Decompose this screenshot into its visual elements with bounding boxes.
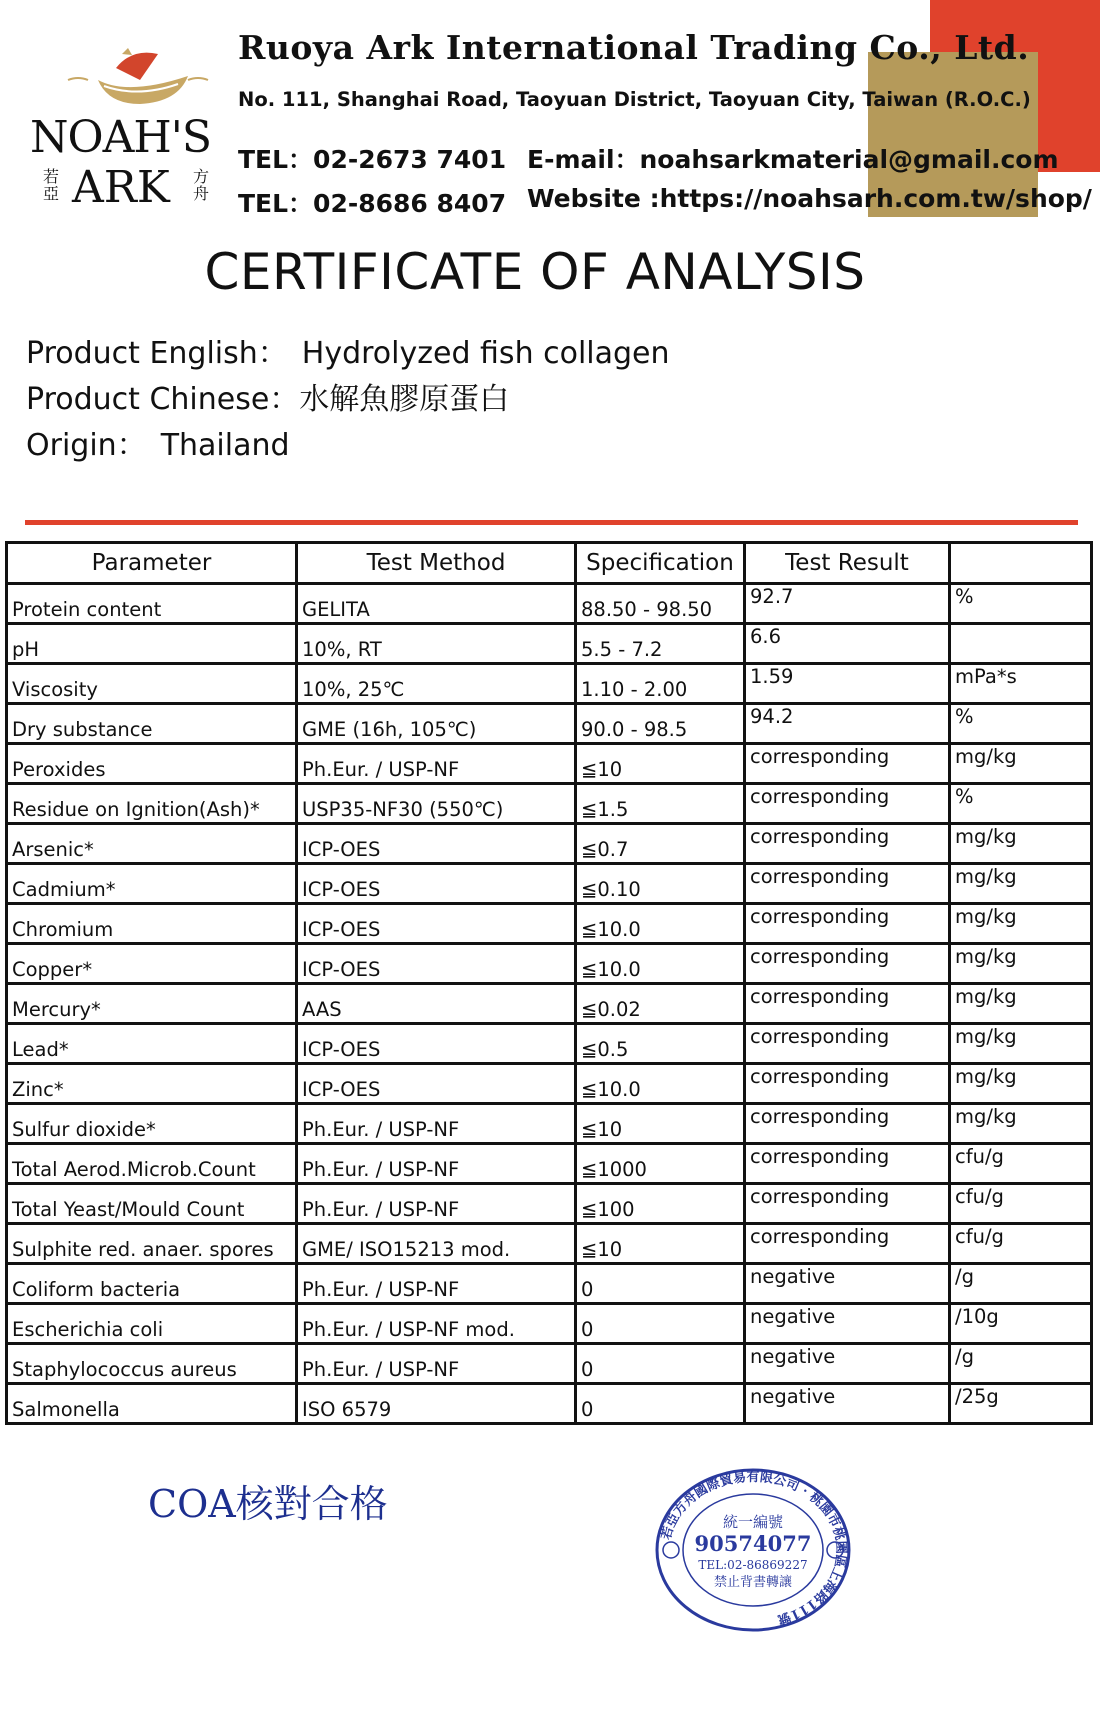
sailboat-logo-icon <box>28 40 228 120</box>
cell-parameter <box>7 1264 297 1304</box>
cell-test-result <box>745 704 950 744</box>
cell-parameter <box>7 904 297 944</box>
cell-test-result-text: corresponding <box>750 1105 890 1128</box>
table-row <box>7 904 1092 944</box>
cell-test-method <box>297 784 576 824</box>
cell-test-result <box>745 1344 950 1384</box>
phone-number-1: TEL：02-2673 7401 <box>238 145 507 174</box>
cell-test-result-text: corresponding <box>750 1185 890 1208</box>
cell-parameter <box>7 944 297 984</box>
table-row <box>7 944 1092 984</box>
product-english-line <box>26 328 670 372</box>
cell-test-method-text: ICP-OES <box>302 838 381 861</box>
cell-specification-text: 0 <box>581 1278 594 1301</box>
cell-specification <box>576 744 745 784</box>
table-row <box>7 1344 1092 1384</box>
cell-parameter-text: Zinc* <box>12 1078 64 1101</box>
cell-test-result-text: corresponding <box>750 825 890 848</box>
cell-specification <box>576 824 745 864</box>
cell-parameter <box>7 1384 297 1424</box>
cell-test-method <box>297 1104 576 1144</box>
logo-cjk-left: 若亞 <box>42 167 59 203</box>
cell-specification <box>576 1304 745 1344</box>
cell-parameter-text: Salmonella <box>12 1398 120 1421</box>
cell-test-method-text: ISO 6579 <box>302 1398 392 1421</box>
cell-test-result-text: corresponding <box>750 865 890 888</box>
svg-text:統一編號: 統一編號 <box>722 1513 784 1531</box>
company-logo <box>28 40 228 215</box>
cell-specification-text: ≦10 <box>581 1118 623 1141</box>
cell-test-method-text: AAS <box>302 998 342 1021</box>
cell-test-method-text: ICP-OES <box>302 1038 381 1061</box>
cell-specification-text: ≦10 <box>581 758 623 781</box>
cell-specification <box>576 624 745 664</box>
cell-specification <box>576 1144 745 1184</box>
cell-test-result-text: 94.2 <box>750 705 794 728</box>
cell-test-method <box>297 864 576 904</box>
cell-unit <box>950 944 1092 984</box>
cell-test-method-text: ICP-OES <box>302 878 381 901</box>
cell-test-method-text: Ph.Eur. / USP-NF <box>302 1118 460 1141</box>
product-english-label: Product English： <box>26 336 288 371</box>
cell-test-result-text: corresponding <box>750 1025 890 1048</box>
cell-test-result <box>745 664 950 704</box>
cell-test-result <box>745 1304 950 1344</box>
cell-specification-text: ≦10.0 <box>581 958 641 981</box>
cell-specification-text: 1.10 - 2.00 <box>581 678 688 701</box>
column-header-unit <box>950 543 1092 584</box>
cell-unit <box>950 1384 1092 1424</box>
cell-test-method-text: Ph.Eur. / USP-NF mod. <box>302 1318 515 1341</box>
column-header-test-method: Test Method <box>297 543 576 584</box>
table-row <box>7 1304 1092 1344</box>
cell-test-result <box>745 904 950 944</box>
cell-test-method <box>297 1384 576 1424</box>
cell-test-method <box>297 584 576 624</box>
cell-unit-text: mg/kg <box>955 825 1017 848</box>
cell-unit-text: mg/kg <box>955 985 1017 1008</box>
cell-test-result <box>745 1264 950 1304</box>
cell-specification <box>576 1264 745 1304</box>
product-chinese-label: Product Chinese： <box>26 382 300 417</box>
cell-test-method <box>297 624 576 664</box>
cell-parameter <box>7 744 297 784</box>
cell-parameter-text: Protein content <box>12 598 162 621</box>
cell-specification-text: ≦0.7 <box>581 838 629 861</box>
cell-parameter-text: Sulphite red. anaer. spores <box>12 1238 274 1261</box>
cell-parameter <box>7 664 297 704</box>
cell-test-result <box>745 1184 950 1224</box>
cell-specification-text: ≦1000 <box>581 1158 647 1181</box>
cell-unit-text: mg/kg <box>955 1065 1017 1088</box>
cell-unit <box>950 664 1092 704</box>
cell-test-method-text: 10%, 25℃ <box>302 678 405 701</box>
logo-noahs-text: NOAH'S <box>30 112 211 163</box>
cell-test-result-text: corresponding <box>750 1065 890 1088</box>
cell-specification-text: 88.50 - 98.50 <box>581 598 713 621</box>
table-row <box>7 744 1092 784</box>
table-row <box>7 1264 1092 1304</box>
cell-unit-text: mg/kg <box>955 945 1017 968</box>
product-chinese-line <box>26 374 509 418</box>
cell-specification-text: 90.0 - 98.5 <box>581 718 688 741</box>
cell-test-result <box>745 784 950 824</box>
column-header-test-result: Test Result <box>745 543 950 584</box>
cell-test-method <box>297 1344 576 1384</box>
cell-test-result <box>745 984 950 1024</box>
table-row <box>7 1064 1092 1104</box>
cell-specification-text: ≦0.10 <box>581 878 641 901</box>
cell-specification <box>576 1024 745 1064</box>
cell-test-method-text: Ph.Eur. / USP-NF <box>302 1198 460 1221</box>
cell-test-method-text: ICP-OES <box>302 1078 381 1101</box>
cell-unit <box>950 1184 1092 1224</box>
cell-test-result <box>745 864 950 904</box>
cell-test-method-text: Ph.Eur. / USP-NF <box>302 1278 460 1301</box>
svg-text:若亞方舟國際貿易有限公司 · 桃園市桃園區上海路111號: 若亞方舟國際貿易有限公司 · 桃園市桃園區上海路111號 <box>658 1469 849 1627</box>
company-address: No. 111, Shanghai Road, Taoyuan District, Taoyuan City, Taiwan (R.O.C.) <box>238 88 1031 111</box>
cell-unit-text: mg/kg <box>955 905 1017 928</box>
cell-test-result <box>745 1384 950 1424</box>
cell-test-method-text: ICP-OES <box>302 918 381 941</box>
cell-test-result-text: corresponding <box>750 785 890 808</box>
cell-specification-text: 0 <box>581 1318 594 1341</box>
cell-specification <box>576 1104 745 1144</box>
cell-specification-text: ≦0.02 <box>581 998 641 1021</box>
cell-unit-text: cfu/g <box>955 1225 1004 1248</box>
cell-unit-text: /g <box>955 1345 974 1368</box>
cell-test-method <box>297 1064 576 1104</box>
cell-unit <box>950 904 1092 944</box>
cell-parameter <box>7 1344 297 1384</box>
cell-test-result-text: corresponding <box>750 985 890 1008</box>
cell-parameter-text: Escherichia coli <box>12 1318 164 1341</box>
cell-test-result <box>745 944 950 984</box>
cell-unit-text: /25g <box>955 1385 999 1408</box>
cell-test-method-text: ICP-OES <box>302 958 381 981</box>
cell-test-method <box>297 704 576 744</box>
cell-test-result-text: 1.59 <box>750 665 794 688</box>
cell-parameter-text: Total Aerod.Microb.Count <box>12 1158 256 1181</box>
cell-unit <box>950 1024 1092 1064</box>
table-header-row <box>7 543 1092 584</box>
cell-test-result-text: corresponding <box>750 905 890 928</box>
cell-parameter <box>7 784 297 824</box>
product-chinese-value: 水解魚膠原蛋白 <box>299 382 510 417</box>
table-row <box>7 1144 1092 1184</box>
cell-unit-text: mg/kg <box>955 1105 1017 1128</box>
cell-test-method <box>297 1264 576 1304</box>
website-url: Website :https://noahsarh.com.tw/shop/ <box>527 184 1092 213</box>
cell-parameter <box>7 584 297 624</box>
cell-parameter <box>7 1104 297 1144</box>
cell-test-method <box>297 664 576 704</box>
cell-specification <box>576 944 745 984</box>
cell-test-result <box>745 624 950 664</box>
cell-unit <box>950 744 1092 784</box>
cell-unit <box>950 1104 1092 1144</box>
cell-test-method <box>297 744 576 784</box>
table-row <box>7 584 1092 624</box>
cell-specification-text: ≦100 <box>581 1198 635 1221</box>
cell-test-result <box>745 1024 950 1064</box>
cell-parameter-text: Peroxides <box>12 758 106 781</box>
logo-cjk-right: 方舟 <box>192 167 209 203</box>
cell-unit <box>950 1344 1092 1384</box>
cell-unit <box>950 1304 1092 1344</box>
cell-specification <box>576 864 745 904</box>
cell-unit-text: mPa*s <box>955 665 1017 688</box>
cell-test-method <box>297 944 576 984</box>
cell-parameter-text: Lead* <box>12 1038 69 1061</box>
cell-test-result <box>745 1104 950 1144</box>
cell-parameter-text: Dry substance <box>12 718 153 741</box>
cell-test-method-text: GME/ ISO15213 mod. <box>302 1238 511 1261</box>
cell-parameter <box>7 1064 297 1104</box>
table-row <box>7 1224 1092 1264</box>
cell-parameter <box>7 864 297 904</box>
cell-test-method <box>297 1304 576 1344</box>
table-body <box>7 584 1092 1424</box>
cell-test-result <box>745 584 950 624</box>
cell-test-method <box>297 1144 576 1184</box>
cell-specification <box>576 1064 745 1104</box>
cell-unit <box>950 864 1092 904</box>
column-header-specification: Specification <box>576 543 745 584</box>
cell-specification <box>576 1224 745 1264</box>
cell-specification <box>576 1184 745 1224</box>
cell-unit <box>950 784 1092 824</box>
cell-test-method-text: 10%, RT <box>302 638 382 661</box>
cell-specification <box>576 1384 745 1424</box>
cell-parameter-text: Copper* <box>12 958 93 981</box>
document-title: CERTIFICATE OF ANALYSIS <box>204 243 866 301</box>
cell-specification <box>576 704 745 744</box>
table-row <box>7 1184 1092 1224</box>
cell-parameter-text: pH <box>12 638 40 661</box>
company-name: Ruoya Ark International Trading Co., Ltd. <box>238 28 1030 67</box>
cell-parameter <box>7 1224 297 1264</box>
cell-unit <box>950 1264 1092 1304</box>
cell-test-method-text: GME (16h, 105℃) <box>302 718 477 741</box>
cell-specification-text: ≦1.5 <box>581 798 629 821</box>
cell-test-result <box>745 824 950 864</box>
table-row <box>7 984 1092 1024</box>
cell-test-result-text: corresponding <box>750 1225 890 1248</box>
cell-specification-text: ≦0.5 <box>581 1038 629 1061</box>
cell-specification <box>576 1344 745 1384</box>
cell-specification <box>576 784 745 824</box>
cell-parameter-text: Sulfur dioxide* <box>12 1118 156 1141</box>
cell-specification-text: ≦10 <box>581 1238 623 1261</box>
cell-test-method-text: Ph.Eur. / USP-NF <box>302 758 460 781</box>
logo-ark-text: ARK <box>72 162 170 213</box>
cell-parameter-text: Chromium <box>12 918 114 941</box>
table-row <box>7 824 1092 864</box>
cell-unit-text: mg/kg <box>955 865 1017 888</box>
cell-test-result-text: 6.6 <box>750 625 782 648</box>
cell-test-method <box>297 1024 576 1064</box>
product-english-value: Hydrolyzed fish collagen <box>301 336 670 371</box>
cell-unit-text: cfu/g <box>955 1145 1004 1168</box>
cell-unit-text: % <box>955 585 974 608</box>
table-row <box>7 784 1092 824</box>
cell-test-method-text: Ph.Eur. / USP-NF <box>302 1158 460 1181</box>
svg-text:禁止背書轉讓: 禁止背書轉讓 <box>713 1575 793 1590</box>
table-row <box>7 1104 1092 1144</box>
column-header-parameter: Parameter <box>7 543 297 584</box>
company-seal-stamp-icon <box>653 1465 853 1635</box>
cell-test-result-text: negative <box>750 1345 836 1368</box>
section-divider <box>25 520 1078 525</box>
cell-unit <box>950 704 1092 744</box>
cell-unit <box>950 624 1092 664</box>
cell-parameter-text: Cadmium* <box>12 878 116 901</box>
cell-test-method <box>297 824 576 864</box>
cell-unit-text: mg/kg <box>955 1025 1017 1048</box>
cell-test-result <box>745 1064 950 1104</box>
table-row <box>7 1384 1092 1424</box>
cell-parameter <box>7 824 297 864</box>
cell-parameter <box>7 1144 297 1184</box>
cell-specification-text: ≦10.0 <box>581 1078 641 1101</box>
cell-test-result-text: 92.7 <box>750 585 794 608</box>
cell-test-method-text: GELITA <box>302 598 370 621</box>
cell-parameter <box>7 984 297 1024</box>
cell-test-result <box>745 744 950 784</box>
cell-unit-text: cfu/g <box>955 1185 1004 1208</box>
analysis-table <box>5 541 1093 1425</box>
svg-text:TEL:02-86869227: TEL:02-86869227 <box>698 1558 808 1572</box>
origin-label: Origin： <box>26 428 147 463</box>
cell-test-result <box>745 1144 950 1184</box>
cell-specification-text: 0 <box>581 1398 594 1421</box>
cell-test-method <box>297 904 576 944</box>
cell-parameter <box>7 624 297 664</box>
origin-line <box>26 420 290 464</box>
cell-test-result <box>745 1224 950 1264</box>
cell-unit-text: % <box>955 785 974 808</box>
cell-parameter <box>7 1304 297 1344</box>
cell-parameter <box>7 704 297 744</box>
cell-parameter <box>7 1184 297 1224</box>
table-row <box>7 864 1092 904</box>
cell-test-method-text: USP35-NF30 (550℃) <box>302 798 504 821</box>
cell-parameter-text: Residue on Ignition(Ash)* <box>12 798 260 821</box>
cell-unit-text: /10g <box>955 1305 999 1328</box>
table-row <box>7 1024 1092 1064</box>
cell-test-method <box>297 1224 576 1264</box>
cell-parameter-text: Total Yeast/Mould Count <box>12 1198 245 1221</box>
email-address: E-mail：noahsarkmaterial@gmail.com <box>527 145 1059 174</box>
cell-specification <box>576 904 745 944</box>
cell-unit <box>950 824 1092 864</box>
phone-number-2: TEL：02-8686 8407 <box>238 189 507 218</box>
cell-parameter-text: Viscosity <box>12 678 98 701</box>
cell-test-method <box>297 984 576 1024</box>
svg-text:90574077: 90574077 <box>694 1531 812 1556</box>
cell-unit-text: % <box>955 705 974 728</box>
cell-parameter-text: Coliform bacteria <box>12 1278 181 1301</box>
table-row <box>7 704 1092 744</box>
cell-specification <box>576 584 745 624</box>
cell-parameter-text: Arsenic* <box>12 838 94 861</box>
cell-test-result-text: corresponding <box>750 745 890 768</box>
cell-specification <box>576 664 745 704</box>
cell-parameter-text: Mercury* <box>12 998 101 1021</box>
handwritten-approval-note: COA核對合格 <box>148 1482 388 1526</box>
cell-test-method <box>297 1184 576 1224</box>
cell-test-result-text: corresponding <box>750 1145 890 1168</box>
cell-unit <box>950 1144 1092 1184</box>
cell-specification <box>576 984 745 1024</box>
cell-unit-text: /g <box>955 1265 974 1288</box>
cell-specification-text: 0 <box>581 1358 594 1381</box>
cell-unit <box>950 1064 1092 1104</box>
table-row <box>7 664 1092 704</box>
cell-test-result-text: corresponding <box>750 945 890 968</box>
cell-specification-text: 5.5 - 7.2 <box>581 638 663 661</box>
cell-unit-text: mg/kg <box>955 745 1017 768</box>
origin-value: Thailand <box>160 428 290 463</box>
cell-test-result-text: negative <box>750 1385 836 1408</box>
cell-specification-text: ≦10.0 <box>581 918 641 941</box>
cell-test-result-text: negative <box>750 1305 836 1328</box>
cell-unit <box>950 984 1092 1024</box>
cell-test-method-text: Ph.Eur. / USP-NF <box>302 1358 460 1381</box>
cell-unit <box>950 1224 1092 1264</box>
table-row <box>7 624 1092 664</box>
cell-parameter <box>7 1024 297 1064</box>
cell-unit <box>950 584 1092 624</box>
cell-test-result-text: negative <box>750 1265 836 1288</box>
cell-parameter-text: Staphylococcus aureus <box>12 1358 237 1381</box>
